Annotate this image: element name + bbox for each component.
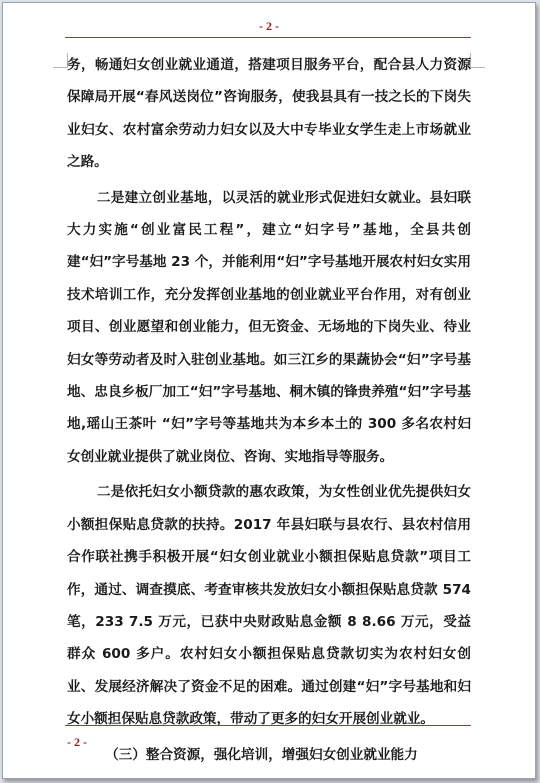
document-page [2, 2, 536, 779]
header-rule [65, 37, 471, 38]
section-heading: （三）整合资源，强化培训，增强妇女创业就业能力 [105, 746, 418, 763]
header-page-number: - 2 - [259, 19, 279, 33]
footer-rule [65, 725, 471, 726]
margin-corner-mark [470, 53, 485, 68]
paragraph-continuation: 务，畅通妇女创业就业通道，搭建项目服务平台，配合县人力资源保障局开展“春风送岗位”咨询服务，使我县具有一技之长的下岗失业妇女、农村富余劳动力妇女以及大中专毕业女学生走上市场就业之路。 [67, 57, 471, 171]
margin-corner-mark [53, 53, 68, 68]
paragraph-entrepreneurship-bases: 二是建立创业基地，以灵活的就业形式促进妇女就业。县妇联大力实施“创业富民工程”，建立“妇字号”基地，全县共创建“妇”字号基地 23 个，并能利用“妇”字号基地开展农村妇女实用技术培训工作，充分发挥创业基地的创业就业平台作用，对有创业项目、创业愿望和创业能力，但无资金、无场地的下岗失业、待业妇女等劳动者及时入驻创业基地。如三江乡的果蔬协会“妇”字号基地、忠良乡板厂加工“妇”字号基地、桐木镇的锋贵养殖“妇”字号基地,瑶山王茶叶 “妇”字号等基地共为本乡本土的 300 多名农村妇女创业就业提供了就业岗位、咨询、实地指导等服务。 [67, 189, 471, 465]
footer-page-number: - 2 - [67, 735, 87, 749]
paragraph-microloans: 二是依托妇女小额贷款的惠农政策，为女性创业优先提供妇女小额担保贴息贷款的扶持。2017 年县妇联与县农行、县农村信用合作联社携手积极开展“妇女创业就业小额担保贴息贷款”项目工作，通过、调查摸底、考查审核共发放妇女小额担保贴息贷款 574 笔，233 7.5 万元，已获中央财政贴息金额 8 8.66 万元，受益群众 600 多户。农村妇女小额担保贴息贷款切实为农村妇女创业、发展经济解决了资金不足的困难。通过创建“妇”字号基地和妇女小额担保贴息贷款政策，带动了更多的妇女开展创业就业。 [67, 484, 471, 728]
document-body [67, 49, 471, 774]
